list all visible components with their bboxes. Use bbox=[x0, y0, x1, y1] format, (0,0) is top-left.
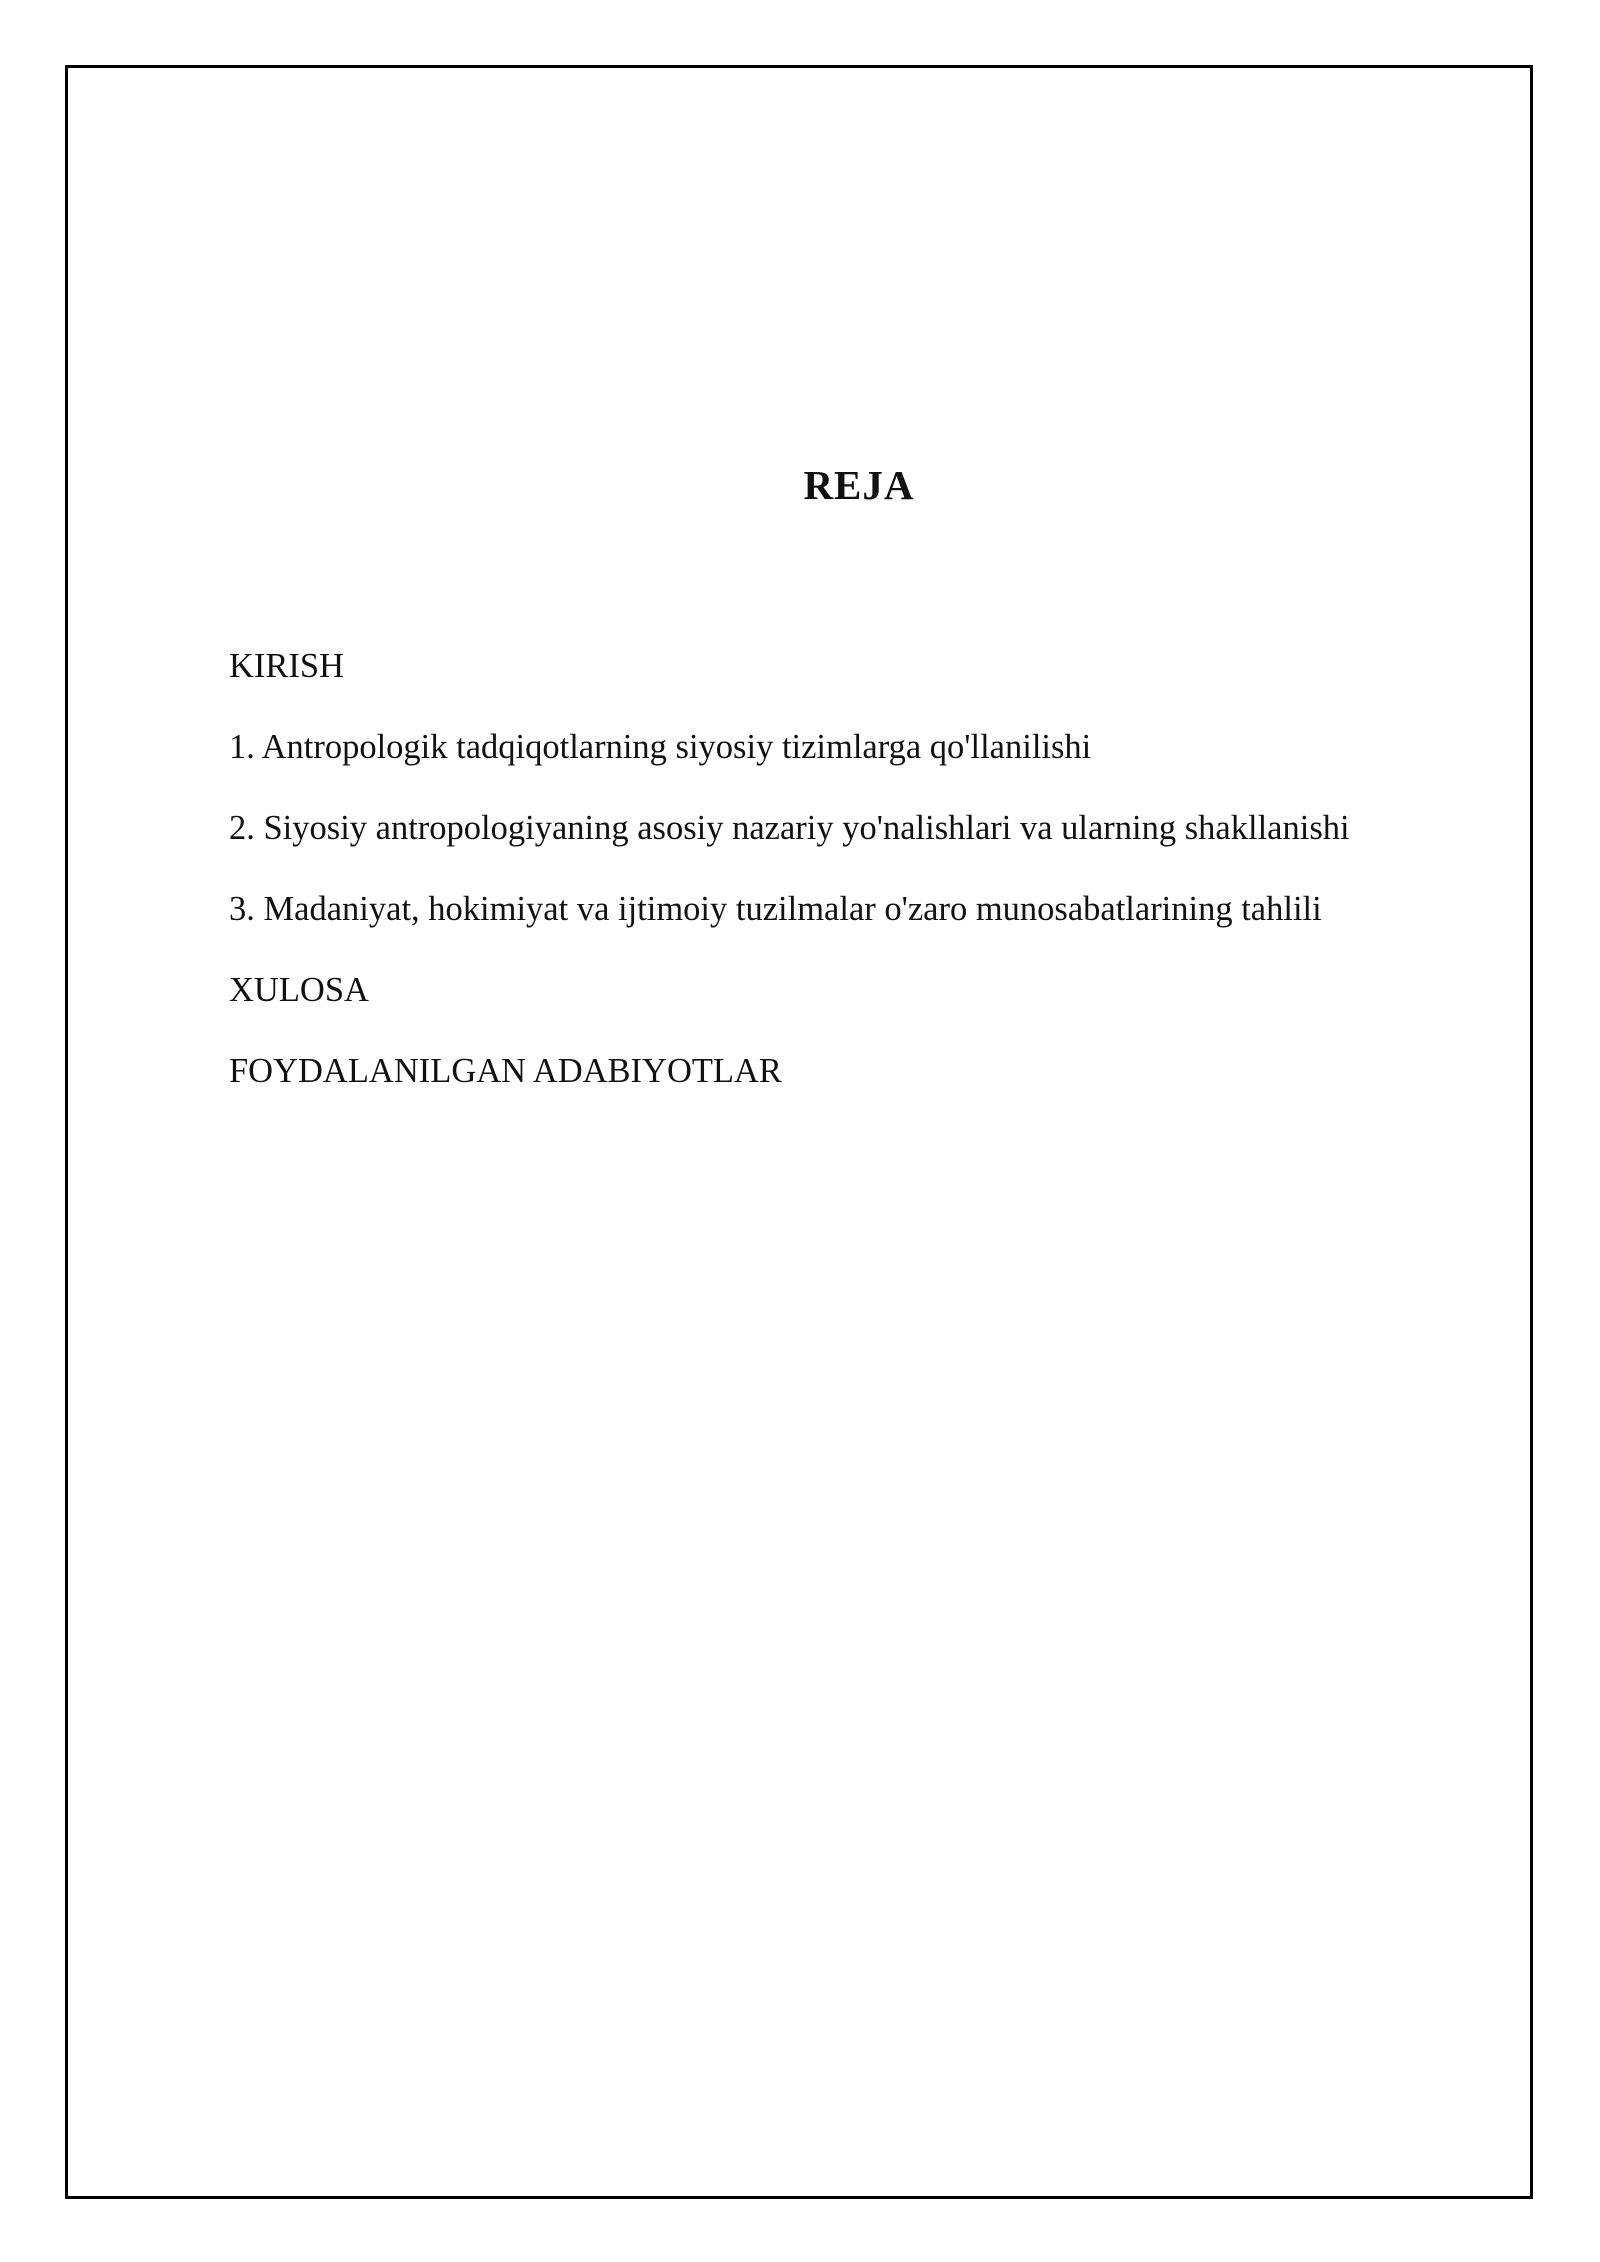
plan-item-chapter-2: 2. Siyosiy antropologiyaning asosiy nazariy yo'nalishlari va ularning shakllanishi bbox=[229, 809, 1350, 847]
page-border bbox=[65, 65, 1533, 2199]
plan-item-references: FOYDALANILGAN ADABIYOTLAR bbox=[229, 1052, 782, 1090]
page-title: REJA bbox=[803, 462, 915, 508]
plan-item-chapter-3: 3. Madaniyat, hokimiyat va ijtimoiy tuzilmalar o'zaro munosabatlarining tahlili bbox=[229, 890, 1322, 928]
plan-item-chapter-1: 1. Antropologik tadqiqotlarning siyosiy tizimlarga qo'llanilishi bbox=[229, 728, 1092, 766]
plan-list bbox=[229, 641, 1350, 1127]
plan-item-introduction: KIRISH bbox=[229, 647, 345, 685]
plan-item-conclusion: XULOSA bbox=[229, 971, 369, 1009]
